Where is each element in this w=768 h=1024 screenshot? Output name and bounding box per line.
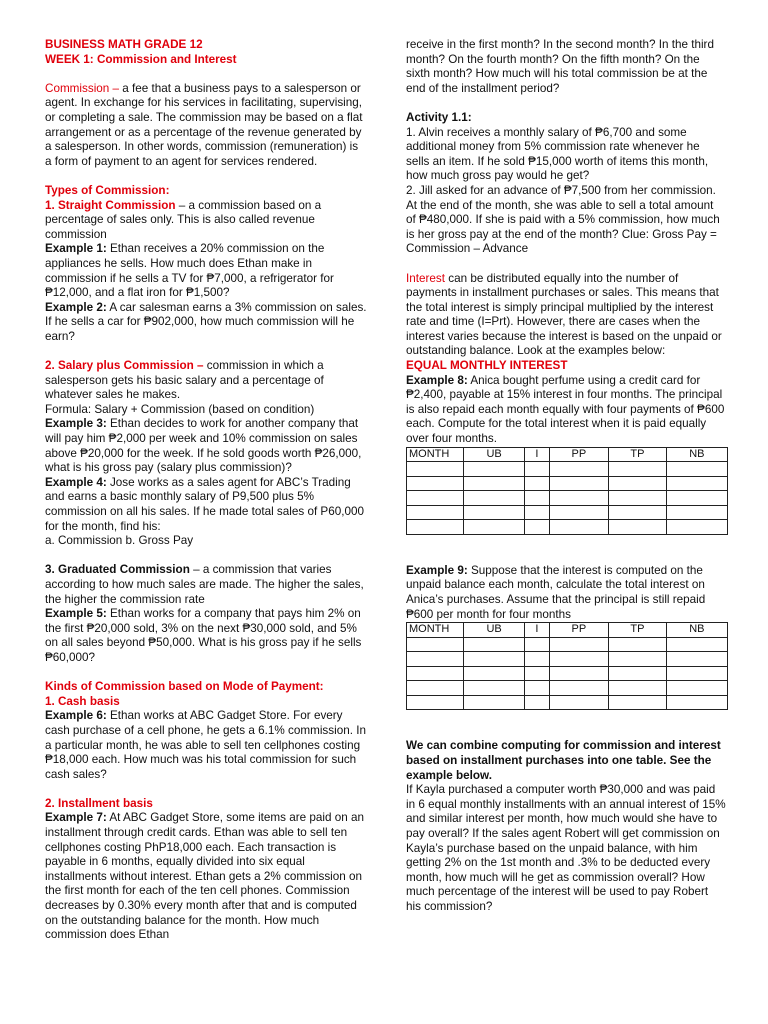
- col-i: I: [525, 447, 549, 462]
- table-row: [407, 681, 728, 696]
- types-heading: Types of Commission:: [45, 183, 170, 197]
- right-column: [406, 38, 726, 915]
- straight-commission: 1. Straight Commission – a commission based on a percentage of sales only. This is also called revenue commission: [45, 198, 322, 241]
- col-tp: TP: [609, 623, 667, 638]
- table-row: [407, 462, 728, 477]
- col-pp: PP: [549, 447, 608, 462]
- cash-basis-title: 1. Cash basis: [45, 694, 120, 708]
- equal-interest-heading: EQUAL MONTHLY INTEREST: [406, 359, 568, 373]
- activity-item-2: 2. Jill asked for an advance of ₱7,500 from her commission. At the end of the month, she was able to sell a total amount of ₱480,000. If she is paid with a 5% commission, how much is her gross pay at the end of the month? Clue: Gross Pay = Commission – Advance: [406, 183, 720, 256]
- table-row: [407, 491, 728, 506]
- example-3: Example 3: Ethan decides to work for another company that will pay him ₱2,000 per week and 10% commission on sales above ₱20,000 for the week. If he sold goods worth ₱26,000, what is his gross pay (salary plus commission)?: [45, 417, 362, 475]
- example-5: Example 5: Ethan works for a company that pays him 2% on the first ₱20,000 sold, 3% on the next ₱30,000 sold, and 5% on all sales beyond ₱50,000. What is his gross pay if he sells ₱60,000?: [45, 607, 362, 664]
- left-column: [45, 38, 367, 943]
- commission-definition: Commission – a fee that a business pays to a salesperson or agent. In exchange for his services in facilitating, supervising, or completing a sale. The commission may be based on a flat arrangement or as a percentage of the revenue generated by a salesperson. In other words, commission (remuneration) is a form of payment to an agent for services rendered.: [45, 81, 363, 168]
- equal-interest-table: [406, 447, 728, 535]
- activity-title: Activity 1.1:: [406, 110, 472, 124]
- commission-term: Commission –: [45, 81, 123, 95]
- table-header-row: [407, 623, 728, 638]
- example-1: Example 1: Ethan receives a 20% commission on the appliances he sells. How much does Ethan make in commission if he sells a TV for ₱7,000, a refrigerator for ₱12,000, and a flat iron for ₱1,500?: [45, 242, 334, 300]
- example-6: Example 6: Ethan works at ABC Gadget Store. For every cash purchase of a cell phone, he gets a 6.1% commission. In a particular month, he was able to sell ten cellphones costing ₱18,000 each. How much was his total commission for such cash sales?: [45, 709, 366, 781]
- combine-heading: We can combine computing for commission and interest based on installment purchases into one table. See the example below.: [406, 739, 721, 782]
- installment-basis-title: 2. Installment basis: [45, 796, 153, 810]
- col-pp: PP: [549, 623, 608, 638]
- document-title: BUSINESS MATH GRADE 12: [45, 38, 203, 51]
- table-header-row: [407, 447, 728, 462]
- col-i: I: [525, 623, 549, 638]
- col-month: MONTH: [407, 623, 464, 638]
- example-7: Example 7: At ABC Gadget Store, some items are paid on an installment through credit cards. Ethan was able to sell ten cellphones costing PhP18,000 each. Each transaction is payable in 6 months, equally divided into six equal installments without interest. Ethan gets a 2% commission on the first month for each of the ten cell phones. Commission decreases by 0.30% every month after that and is computed on the outstanding balance for the month. How much commission does Ethan: [45, 811, 364, 942]
- salary-plus-commission: 2. Salary plus Commission – commission in which a salesperson gets his basic salary and a percentage of whatever sales he makes.: [45, 359, 324, 402]
- formula: Formula: Salary + Commission (based on condition): [45, 402, 315, 416]
- example-2: Example 2: A car salesman earns a 3% commission on sales. If he sells a car for ₱902,000, how much commission will he earn?: [45, 300, 367, 343]
- col-month: MONTH: [407, 447, 464, 462]
- graduated-commission: 3. Graduated Commission – a commission that varies according to how much sales are made. The higher the sales, the higher the commission rate: [45, 563, 364, 606]
- table-row: [407, 520, 728, 535]
- example-8: Example 8: Anica bought perfume using a credit card for ₱2,400, payable at 15% interest in four months. The principal is also repaid each month equally with four payments of ₱600 each. Compute for the total interest when it is paid equally over four months.: [406, 373, 725, 446]
- activity-item-1: 1. Alvin receives a monthly salary of ₱6,700 and some additional money from 5% commission rate whenever he sells an item. If he sold ₱15,000 worth of items this month, how much gross pay would he get?: [406, 125, 709, 183]
- table-row: [407, 695, 728, 710]
- col-tp: TP: [609, 447, 667, 462]
- kinds-heading: Kinds of Commission based on Mode of Payment:: [45, 680, 324, 694]
- week-title: WEEK 1: Commission and Interest: [45, 52, 237, 66]
- table-row: [407, 666, 728, 681]
- example-7-continued: receive in the first month? In the second month? In the third month? On the fourth month? On the fifth month? On the sixth month? How much will his total commission be at the end of the installment period?: [406, 38, 714, 95]
- table-row: [407, 476, 728, 491]
- unpaid-balance-table: [406, 622, 728, 710]
- col-nb: NB: [666, 447, 727, 462]
- example-4: Example 4: Jose works as a sales agent for ABC’s Trading and earns a basic monthly salary of P9,500 plus 5% commission on all his sales. If he made total sales of P60,000 for the month, find his:: [45, 475, 364, 533]
- kayla-problem: If Kayla purchased a computer worth ₱30,000 and was paid in 6 equal monthly installments with an annual interest of 15% and similar interest per month, how much would she have to pay overall? If the sales agent Robert will get commission on Kayla’s purchase based on the unpaid balance, with him getting 2% on the 1st month and .3% to be deducted every month, how much will he get as commission overall? How much percentage of the interest will be used to pay Robert his commission?: [406, 783, 726, 913]
- table-row: [407, 652, 728, 667]
- col-ub: UB: [464, 623, 525, 638]
- example-9: Example 9: Suppose that the interest is computed on the unpaid balance each month, calculate the total interest on Anica’s purchases. Assume that the principal is still repaid ₱600 per month for four months: [406, 563, 706, 621]
- col-nb: NB: [666, 623, 727, 638]
- col-ub: UB: [464, 447, 525, 462]
- interest-term: Interest: [406, 271, 445, 285]
- table-row: [407, 637, 728, 652]
- example-4-parts: a. Commission b. Gross Pay: [45, 534, 194, 548]
- table-row: [407, 505, 728, 520]
- interest-paragraph: Interest can be distributed equally into the number of payments in installment purchases or sales. This means that the total interest is simply principal multiplied by the interest rate and time (I=Prt). However, there are cases when the interest varies because the interest is based on the unpaid or outstanding balance. Look at the examples below:: [406, 271, 722, 358]
